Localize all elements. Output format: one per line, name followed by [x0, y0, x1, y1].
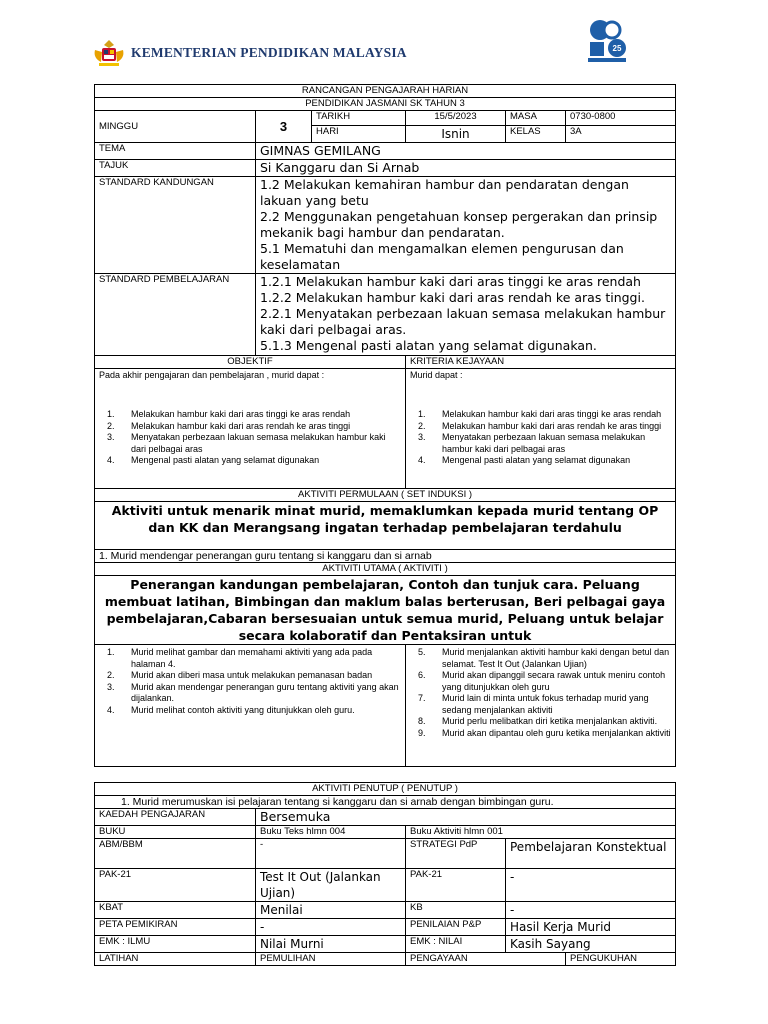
masa-value: 0730-0800: [566, 111, 676, 126]
utama-item: 1. Murid melihat gambar dan memahami aktiviti yang ada pada halaman 4.: [117, 647, 401, 670]
penutup-header: AKTIVITI PENUTUP ( PENUTUP ): [95, 783, 676, 796]
kaedah-label: KAEDAH PENGAJARAN: [95, 809, 256, 826]
utama-item: 3. Murid akan mendengar penerangan guru tentang aktiviti yang akan dijalankan.: [117, 682, 401, 705]
latihan-pemulihan: PEMULIHAN: [256, 953, 406, 966]
tema-label: TEMA: [95, 143, 256, 160]
kriteria-intro: Murid dapat :: [410, 370, 463, 380]
standard-kandungan-list: [256, 177, 676, 274]
penilaian-label: PENILAIAN P&P: [406, 919, 506, 936]
kriteria-item: 1. Melakukan hambur kaki dari aras tinggi ke aras rendah: [428, 409, 671, 421]
utama-item: 8. Murid perlu melibatkan diri ketika menjalankan aktiviti.: [428, 716, 671, 728]
emk-ilmu-value: Nilai Murni: [256, 936, 406, 953]
lesson-plan-table: [94, 84, 676, 966]
penilaian-value: Hasil Kerja Murid: [506, 919, 676, 936]
spacer-row: [95, 767, 676, 783]
standard-pembelajaran-item: 2.2.1 Menyatakan perbezaan lakuan semasa melakukan hambur kaki dari pelbagai aras.: [260, 306, 666, 337]
peta-label: PETA PEMIKIRAN: [95, 919, 256, 936]
emk-nilai-value: Kasih Sayang: [506, 936, 676, 953]
objektif-list: [99, 409, 401, 467]
objektif-item: 2. Melakukan hambur kaki dari aras rendah ke aras tinggi: [117, 421, 401, 433]
objektif-cell: [95, 369, 406, 489]
abm-value: -: [256, 839, 406, 869]
kelas-value: 3A: [566, 126, 676, 143]
standard-pembelajaran-item: 5.1.3 Mengenal pasti alatan yang selamat digunakan.: [260, 338, 597, 353]
abm-label: ABM/BBM: [95, 839, 256, 869]
permulaan-step: 1. Murid mendengar penerangan guru tentang si kanggaru dan si arnab: [95, 550, 676, 563]
utama-left-list: [99, 647, 401, 716]
hari-value: Isnin: [406, 126, 506, 143]
kb-value: -: [506, 902, 676, 919]
kelas-label: KELAS: [506, 126, 566, 143]
standard-kandungan-item: 5.1 Mematuhi dan mengamalkan elemen pengurusan dan keselamatan: [260, 241, 624, 272]
pak21-b-value: -: [506, 869, 676, 902]
masa-label: MASA: [506, 111, 566, 126]
kbat-value: Menilai: [256, 902, 406, 919]
pak21-a-label: PAK-21: [95, 869, 256, 902]
kriteria-item: 4. Mengenal pasti alatan yang selamat digunakan: [428, 455, 671, 467]
kaedah-value: Bersemuka: [256, 809, 676, 826]
standard-kandungan-label: STANDARD KANDUNGAN: [95, 177, 256, 274]
title-line-2: PENDIDIKAN JASMANI SK TAHUN 3: [95, 98, 676, 111]
latihan-label: LATIHAN: [95, 953, 256, 966]
kbat-label: KBAT: [95, 902, 256, 919]
logo-number: 25: [612, 44, 622, 53]
utama-left-cell: [95, 645, 406, 767]
buku-teks: Buku Teks hlmn 004: [256, 826, 406, 839]
standard-kandungan-item: 2.2 Menggunakan pengetahuan konsep pergerakan dan prinsip mekanik bagi hambur dan pendaratan.: [260, 209, 658, 240]
buku-aktiviti: Buku Aktiviti hlmn 001: [406, 826, 676, 839]
kriteria-item: 3. Menyatakan perbezaan lakuan semasa melakukan hambur kaki dari pelbagai aras: [428, 432, 671, 455]
kb-label: KB: [406, 902, 506, 919]
latihan-pengayaan: PENGAYAAN: [406, 953, 566, 966]
buku-label: BUKU: [95, 826, 256, 839]
emk-nilai-label: EMK : NILAI: [406, 936, 506, 953]
utama-summary: Penerangan kandungan pembelajaran, Contoh dan tunjuk cara. Peluang membuat latihan, Bimbingan dan maklum balas berterusan, Beri pelbagai gaya pembelajaran,Cabaran bersesuaian untuk semua murid, Peluang untuk belajar secara kolaboratif dan Pentaksiran untuk: [95, 576, 676, 645]
utama-item: 9. Murid akan dipantau oleh guru ketika menjalankan aktiviti: [428, 728, 671, 740]
anniversary-logo-icon: [582, 16, 632, 66]
lesson-plan: [94, 84, 675, 966]
utama-item: 5. Murid menjalankan aktiviti hambur kaki dengan betul dan selamat. Test It Out (Jalankan Ujian): [428, 647, 671, 670]
objektif-item: 1. Melakukan hambur kaki dari aras tinggi ke aras rendah: [117, 409, 401, 421]
utama-header: AKTIVITI UTAMA ( AKTIVITI ): [95, 563, 676, 576]
objektif-header: OBJEKTIF: [95, 356, 406, 369]
utama-item: 6. Murid akan dipanggil secara rawak untuk meniru contoh yang ditunjukkan oleh guru: [428, 670, 671, 693]
kriteria-cell: [406, 369, 676, 489]
strategi-label: STRATEGI PdP: [406, 839, 506, 869]
tarikh-label: TARIKH: [312, 111, 406, 126]
standard-pembelajaran-list: [256, 274, 676, 356]
permulaan-header: AKTIVITI PERMULAAN ( SET INDUKSI ): [95, 489, 676, 502]
objektif-intro: Pada akhir pengajaran dan pembelajaran , murid dapat :: [99, 370, 325, 380]
strategi-value: Pembelajaran Konstektual: [506, 839, 676, 869]
penutup-step: 1. Murid merumuskan isi pelajaran tentang si kanggaru dan si arnab dengan bimbingan guru.: [95, 796, 676, 809]
emk-ilmu-label: EMK : ILMU: [95, 936, 256, 953]
title-line-1: RANCANGAN PENGAJARAH HARIAN: [95, 85, 676, 98]
tarikh-value: 15/5/2023: [406, 111, 506, 126]
minggu-label: MINGGU: [95, 111, 256, 143]
objektif-item: 3. Menyatakan perbezaan lakuan semasa melakukan hambur kaki dari pelbagai aras: [117, 432, 401, 455]
minggu-value: 3: [256, 111, 312, 143]
standard-kandungan-item: 1.2 Melakukan kemahiran hambur dan pendaratan dengan lakuan yang betu: [260, 177, 629, 208]
kriteria-list: [410, 409, 671, 467]
tajuk-value: Si Kanggaru dan Si Arnab: [256, 160, 676, 177]
utama-right-list: [410, 647, 671, 739]
utama-item: 4. Murid melihat contoh aktiviti yang ditunjukkan oleh guru.: [117, 705, 401, 717]
malaysia-crest-icon: [92, 38, 126, 68]
ministry-name: KEMENTERIAN PENDIDIKAN MALAYSIA: [131, 45, 407, 60]
standard-pembelajaran-label: STANDARD PEMBELAJARAN: [95, 274, 256, 356]
tema-value: GIMNAS GEMILANG: [256, 143, 676, 160]
permulaan-summary: Aktiviti untuk menarik minat murid, memaklumkan kepada murid tentang OP dan KK dan Merangsang ingatan terhadap pembelajaran terdahulu: [95, 502, 676, 550]
utama-item: 7. Murid lain di minta untuk fokus terhadap murid yang sedang menjalankan aktiviti: [428, 693, 671, 716]
peta-value: -: [256, 919, 406, 936]
tajuk-label: TAJUK: [95, 160, 256, 177]
kriteria-header: KRITERIA KEJAYAAN: [406, 356, 676, 369]
standard-pembelajaran-item: 1.2.1 Melakukan hambur kaki dari aras tinggi ke aras rendah: [260, 274, 641, 289]
objektif-item: 4. Mengenal pasti alatan yang selamat digunakan: [117, 455, 401, 467]
pak21-b-label: PAK-21: [406, 869, 506, 902]
pak21-a-value: Test It Out (Jalankan Ujian): [256, 869, 406, 902]
standard-pembelajaran-item: 1.2.2 Melakukan hambur kaki dari aras rendah ke aras tinggi.: [260, 290, 645, 305]
latihan-pengukuhan: PENGUKUHAN: [566, 953, 676, 966]
utama-right-cell: [406, 645, 676, 767]
hari-label: HARI: [312, 126, 406, 143]
utama-item: 2. Murid akan diberi masa untuk melakukan pemanasan badan: [117, 670, 401, 682]
kriteria-item: 2. Melakukan hambur kaki dari aras rendah ke aras tinggi: [428, 421, 671, 433]
page-header: [0, 0, 768, 80]
